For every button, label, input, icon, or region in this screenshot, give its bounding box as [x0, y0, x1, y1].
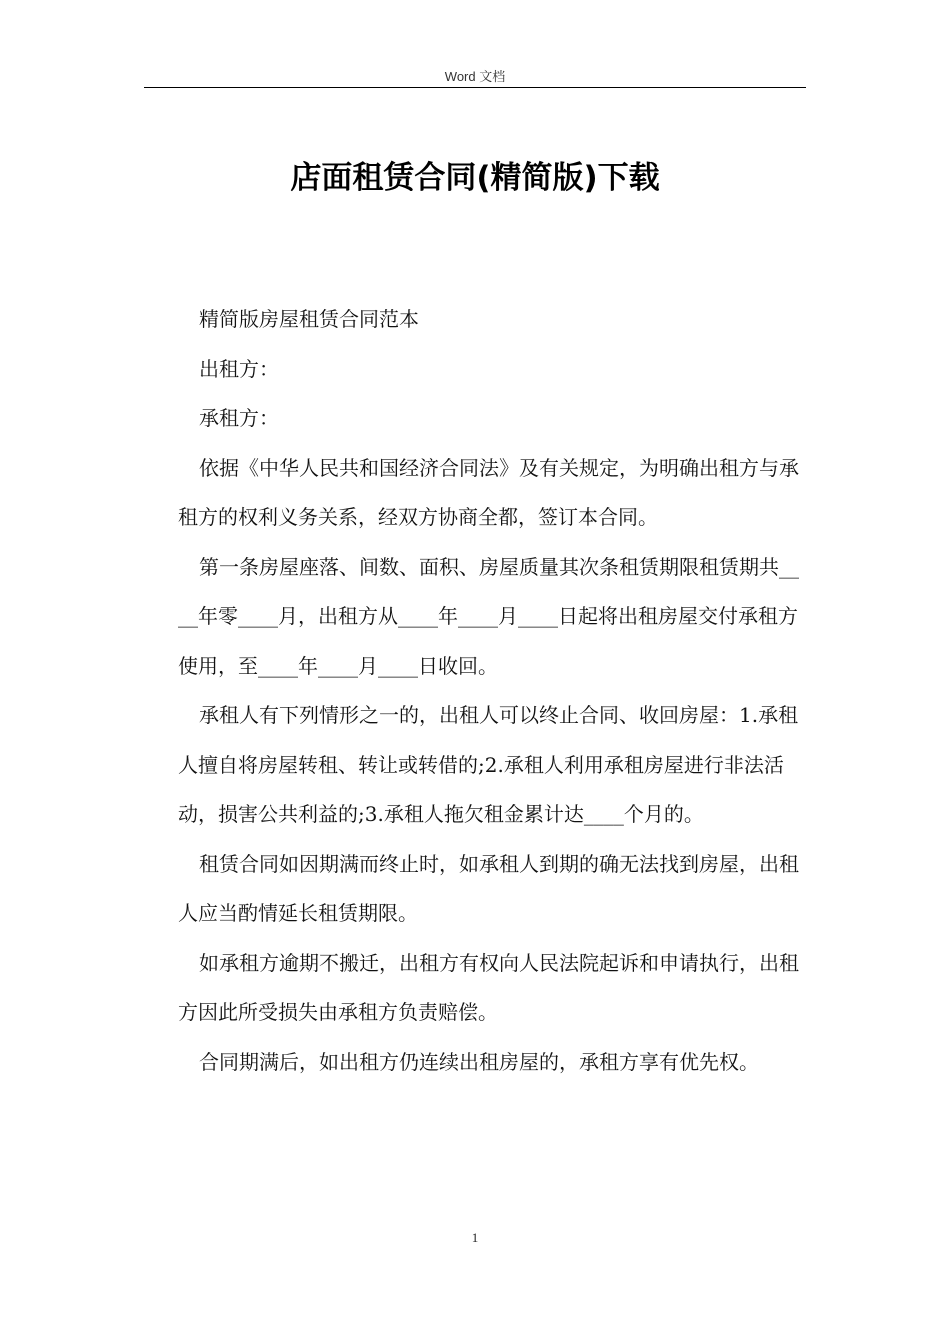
document-body	[178, 295, 808, 1087]
paragraph-article-one: 第一条房屋座落、间数、面积、房屋质量其次条租赁期限租赁期共____年零____月，出租方从____年____月____日起将出租房屋交付承租方使用，至____年____月____日收回。	[178, 554, 799, 678]
paragraph-extension: 租赁合同如因期满而终止时，如承租人到期的确无法找到房屋，出租人应当酌情延长租赁期限。	[178, 851, 799, 925]
page-header: Word 文档	[444, 69, 506, 84]
paragraph-lessee: 承租方：	[199, 406, 279, 430]
paragraph-priority: 合同期满后，如出租方仍连续出租房屋的，承租方享有优先权。	[199, 1049, 759, 1074]
paragraph-lessor: 出租方：	[199, 356, 279, 381]
page-number: 1	[471, 1230, 479, 1245]
paragraph-eviction: 如承租方逾期不搬迁，出租方有权向人民法院起诉和申请执行，出租方因此所受损失由承租方负责赔偿。	[178, 950, 799, 1024]
document-title: 店面租赁合同(精简版)下载	[290, 160, 660, 196]
paragraph-basis: 依据《中华人民共和国经济合同法》及有关规定，为明确出租方与承租方的权利义务关系，经双方协商全都，签订本合同。	[178, 455, 799, 529]
header-divider	[144, 87, 806, 88]
paragraph-termination: 承租人有下列情形之一的，出租人可以终止合同、收回房屋：1.承租人擅自将房屋转租、转让或转借的;2.承租人利用承租房屋进行非法活动，损害公共利益的;3.承租人拖欠租金累计达____个月的。	[178, 703, 799, 826]
paragraph-subtitle: 精简版房屋租赁合同范本	[199, 307, 419, 331]
